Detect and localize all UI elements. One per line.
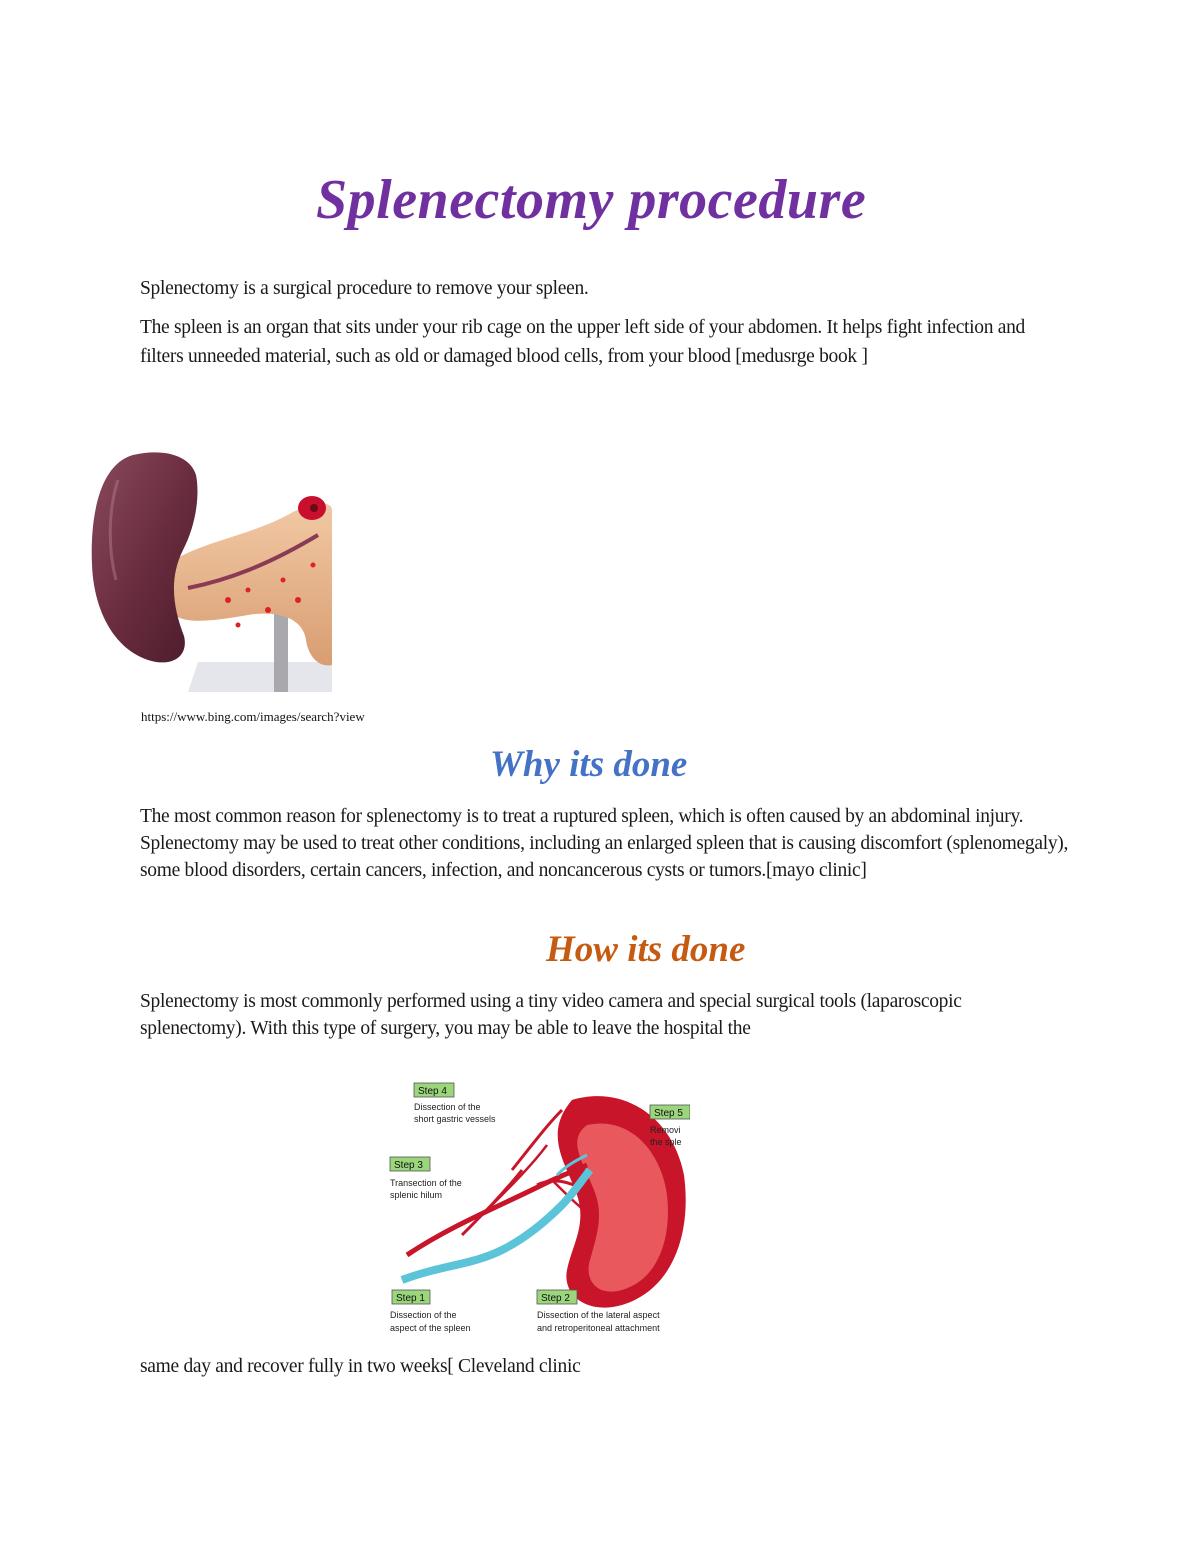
- step4-line1: Dissection of the: [414, 1102, 481, 1112]
- step1-label: Step 1: [396, 1293, 425, 1304]
- why-heading: Why its done: [490, 744, 688, 785]
- step1-line1: Dissection of the: [390, 1310, 457, 1320]
- step2-line1: Dissection of the lateral aspect: [537, 1310, 660, 1320]
- spleen-model-image: [78, 440, 332, 692]
- how-heading: How its done: [546, 929, 746, 970]
- step1-line2: aspect of the spleen: [390, 1323, 471, 1333]
- intro-paragraph: Splenectomy is a surgical procedure to remove your spleen.: [140, 278, 589, 299]
- how-paragraph: Splenectomy is most commonly performed using a tiny video camera and special surgical tools (laparoscopic splenectomy). With this type of surgery, you may be able to leave the hospital the: [140, 991, 962, 1039]
- step5-label: Step 5: [654, 1108, 683, 1119]
- page-title: Splenectomy procedure: [316, 169, 867, 231]
- step3-line2: splenic hilum: [390, 1190, 443, 1200]
- step5-line2: the sple: [650, 1137, 682, 1147]
- how-paragraph-continued: same day and recover fully in two weeks[ Cleveland clinic: [140, 1356, 581, 1377]
- step4-line2: short gastric vessels: [414, 1114, 496, 1124]
- why-paragraph: The most common reason for splenectomy is to treat a ruptured spleen, which is often caused by an abdominal injury. Splenectomy may be used to treat other conditions, including an enlarged spleen that is causing discomfort (splenomegaly), some blood disorders, certain cancers, infection, and noncancerous cysts or tumors.[mayo clinic]: [140, 806, 1069, 881]
- spleen-description-paragraph: The spleen is an organ that sits under your rib cage on the upper left side of your abdomen. It helps fight infection and filters unneeded material, such as old or damaged blood cells, from your blood [medusrge book ]: [140, 317, 1026, 367]
- step5-line1: Removi: [650, 1125, 681, 1135]
- step3-label: Step 3: [394, 1160, 423, 1171]
- step2-label: Step 2: [541, 1293, 570, 1304]
- step2-line2: and retroperitoneal attachment: [537, 1323, 660, 1333]
- step4-label: Step 4: [418, 1086, 447, 1097]
- splenectomy-steps-diagram: [372, 1075, 690, 1337]
- step3-line1: Transection of the: [390, 1178, 462, 1188]
- image-source-link[interactable]: https://www.bing.com/images/search?view: [141, 709, 365, 724]
